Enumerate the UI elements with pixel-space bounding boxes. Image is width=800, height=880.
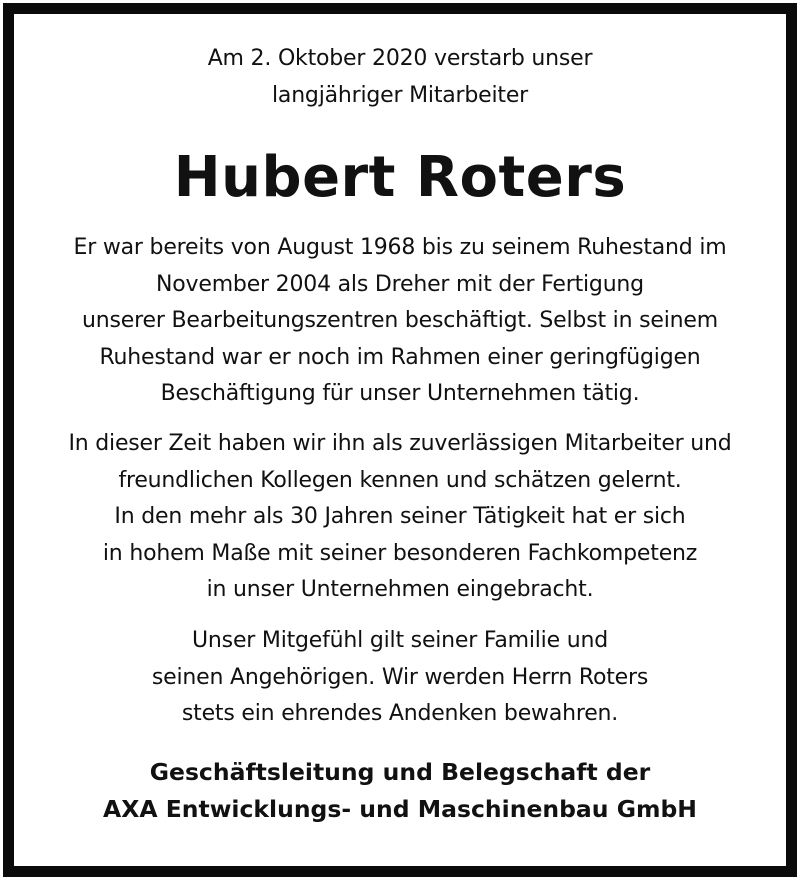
paragraph-line: seinen Angehörigen. Wir werden Herrn Roters (151, 664, 649, 690)
paragraph-line: Beschäftigung für unser Unternehmen tätig. (160, 381, 640, 406)
intro-text (0, 40, 800, 114)
signature-line: Geschäftsleitung und Belegschaft der (149, 758, 651, 786)
paragraph-line: Ruhestand war er noch im Rahmen einer geringfügigen (99, 344, 701, 370)
paragraph-condolence (0, 623, 800, 733)
paragraph-line: in unser Unternehmen eingebracht. (206, 577, 594, 602)
paragraph-line: In den mehr als 30 Jahren seiner Tätigkeit hat er sich (114, 504, 686, 529)
paragraph-line: November 2004 als Dreher mit der Fertigung (156, 271, 644, 297)
paragraph-line: freundlichen Kollegen kennen und schätzen gelernt. (118, 467, 682, 493)
deceased-name: Hubert Roters (173, 145, 627, 210)
intro-line: langjähriger Mitarbeiter (272, 83, 528, 108)
signature-block (0, 754, 800, 828)
paragraph-line: unserer Bearbeitungszentren beschäftigt. Selbst in seinem (82, 308, 718, 333)
signature-line: AXA Entwicklungs- und Maschinenbau GmbH (103, 795, 697, 823)
paragraph-appreciation (0, 426, 800, 609)
paragraph-line: in hohem Maße mit seiner besonderen Fachkompetenz (102, 540, 698, 566)
paragraph-line: stets ein ehrendes Andenken bewahren. (181, 701, 619, 726)
paragraph-career (0, 230, 800, 413)
paragraph-line: In dieser Zeit haben wir ihn als zuverlässigen Mitarbeiter und (68, 431, 732, 456)
paragraph-line: Unser Mitgefühl gilt seiner Familie und (192, 628, 608, 653)
paragraph-line: Er war bereits von August 1968 bis zu seinem Ruhestand im (73, 235, 727, 260)
intro-line: Am 2. Oktober 2020 verstarb unser (207, 46, 593, 71)
